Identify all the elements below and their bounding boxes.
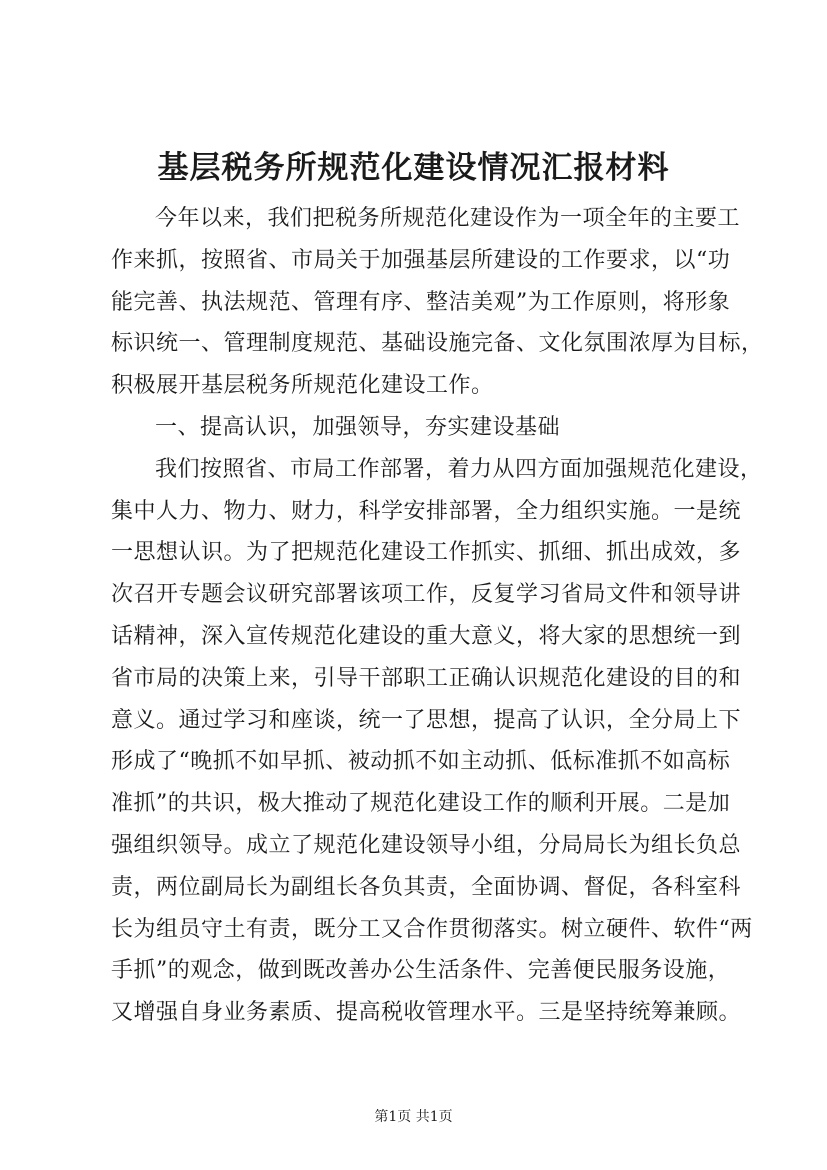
text-line: 标识统一、管理制度规范、基础设施完备、文化氛围浓厚为目标， bbox=[111, 331, 764, 357]
text-line: 集中人力、物力、财力，科学安排部署，全力组织实施。一是统 bbox=[111, 498, 742, 524]
text-line: 准抓”的共识，极大推动了规范化建设工作的顺利开展。二是加 bbox=[111, 791, 731, 817]
text-line: 积极展开基层税务所规范化建设工作。 bbox=[111, 373, 494, 399]
document-title: 基层税务所规范化建设情况汇报材料 bbox=[157, 150, 670, 186]
text-line: 作来抓，按照省、市局关于加强基层所建设的工作要求，以“功 bbox=[111, 247, 731, 273]
text-line: 责，两位副局长为副组长各负其责，全面协调、督促，各科室科 bbox=[111, 874, 742, 900]
text-line: 手抓”的观念，做到既改善办公生活条件、完善便民服务设施， bbox=[111, 958, 731, 984]
text-line: 次召开专题会议研究部署该项工作，反复学习省局文件和领导讲 bbox=[111, 582, 742, 608]
text-line: 又增强自身业务素质、提高税收管理水平。三是坚持统筹兼顾。 bbox=[111, 1000, 742, 1026]
text-line: 能完善、执法规范、管理有序、整洁美观”为工作原则，将形象 bbox=[111, 289, 731, 315]
section-heading: 一、提高认识，加强领导，夯实建设基础 bbox=[155, 414, 561, 440]
text-line: 今年以来，我们把税务所规范化建设作为一项全年的主要工 bbox=[155, 206, 741, 231]
text-line: 长为组员守土有责，既分工又合作贯彻落实。树立硬件、软件“两 bbox=[111, 916, 753, 942]
text-line: 强组织领导。成立了规范化建设领导小组，分局局长为组长负总 bbox=[111, 832, 742, 858]
text-line: 一思想认识。为了把规范化建设工作抓实、抓细、抓出成效，多 bbox=[111, 540, 742, 566]
text-line: 话精神，深入宣传规范化建设的重大意义，将大家的思想统一到 bbox=[111, 623, 742, 649]
text-line: 省市局的决策上来，引导干部职工正确认识规范化建设的目的和 bbox=[111, 665, 742, 691]
page-footer: 第1页 共1页 bbox=[374, 1109, 453, 1125]
document-body bbox=[111, 198, 764, 1034]
text-line: 我们按照省、市局工作部署，着力从四方面加强规范化建设， bbox=[155, 456, 763, 482]
text-line: 形成了“晚抓不如早抓、被动抓不如主动抓、低标准抓不如高标 bbox=[111, 749, 731, 775]
text-line: 意义。通过学习和座谈，统一了思想，提高了认识，全分局上下 bbox=[111, 707, 742, 733]
